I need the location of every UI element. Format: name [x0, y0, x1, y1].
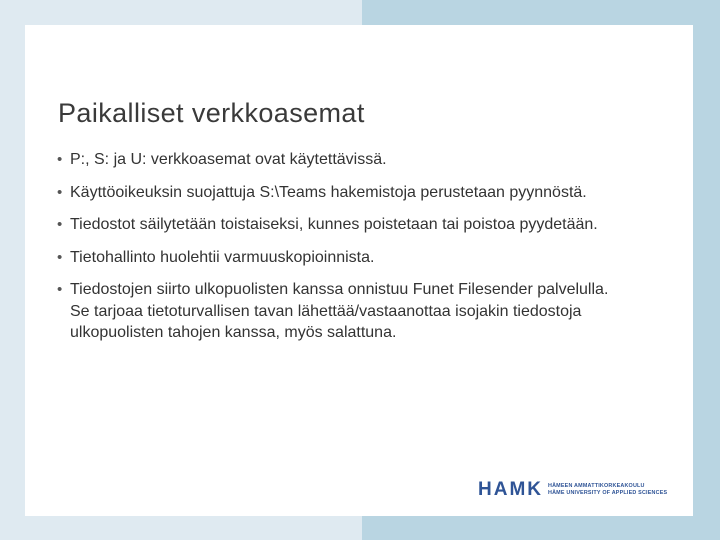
logo-subtitle: [548, 483, 667, 497]
logo-subtitle-line2: HÄME UNIVERSITY OF APPLIED SCIENCES: [548, 490, 668, 496]
logo-subtitle-line1: HÄMEEN AMMATTIKORKEAKOULU: [548, 483, 645, 489]
slide: [25, 25, 693, 516]
bullet-item: • Tietohallinto huolehtii varmuuskopioinnista.: [57, 247, 617, 269]
logo-wordmark: HAMK: [478, 479, 543, 500]
bullet-item: • Tiedostojen siirto ulkopuolisten kanssa onnistuu Funet Filesender palvelulla. Se tarjoaa tietoturvallisen tavan lähettää/vastaanottaa isojakin tiedostoja ulkopuolisten tahojen kanssa, myös salattuna.: [57, 279, 617, 344]
bullet-item: • P:, S: ja U: verkkoasemat ovat käytettävissä.: [57, 149, 617, 171]
bullet-item: • Tiedostot säilytetään toistaiseksi, kunnes poistetaan tai poistoa pyydetään.: [57, 214, 617, 236]
bullet-item: • Käyttöoikeuksin suojattuja S:\Teams hakemistoja perustetaan pyynnöstä.: [57, 182, 617, 204]
slide-title: Paikalliset verkkoasemat: [58, 98, 365, 128]
hamk-logo: [478, 480, 682, 500]
bullet-list: [57, 149, 617, 355]
